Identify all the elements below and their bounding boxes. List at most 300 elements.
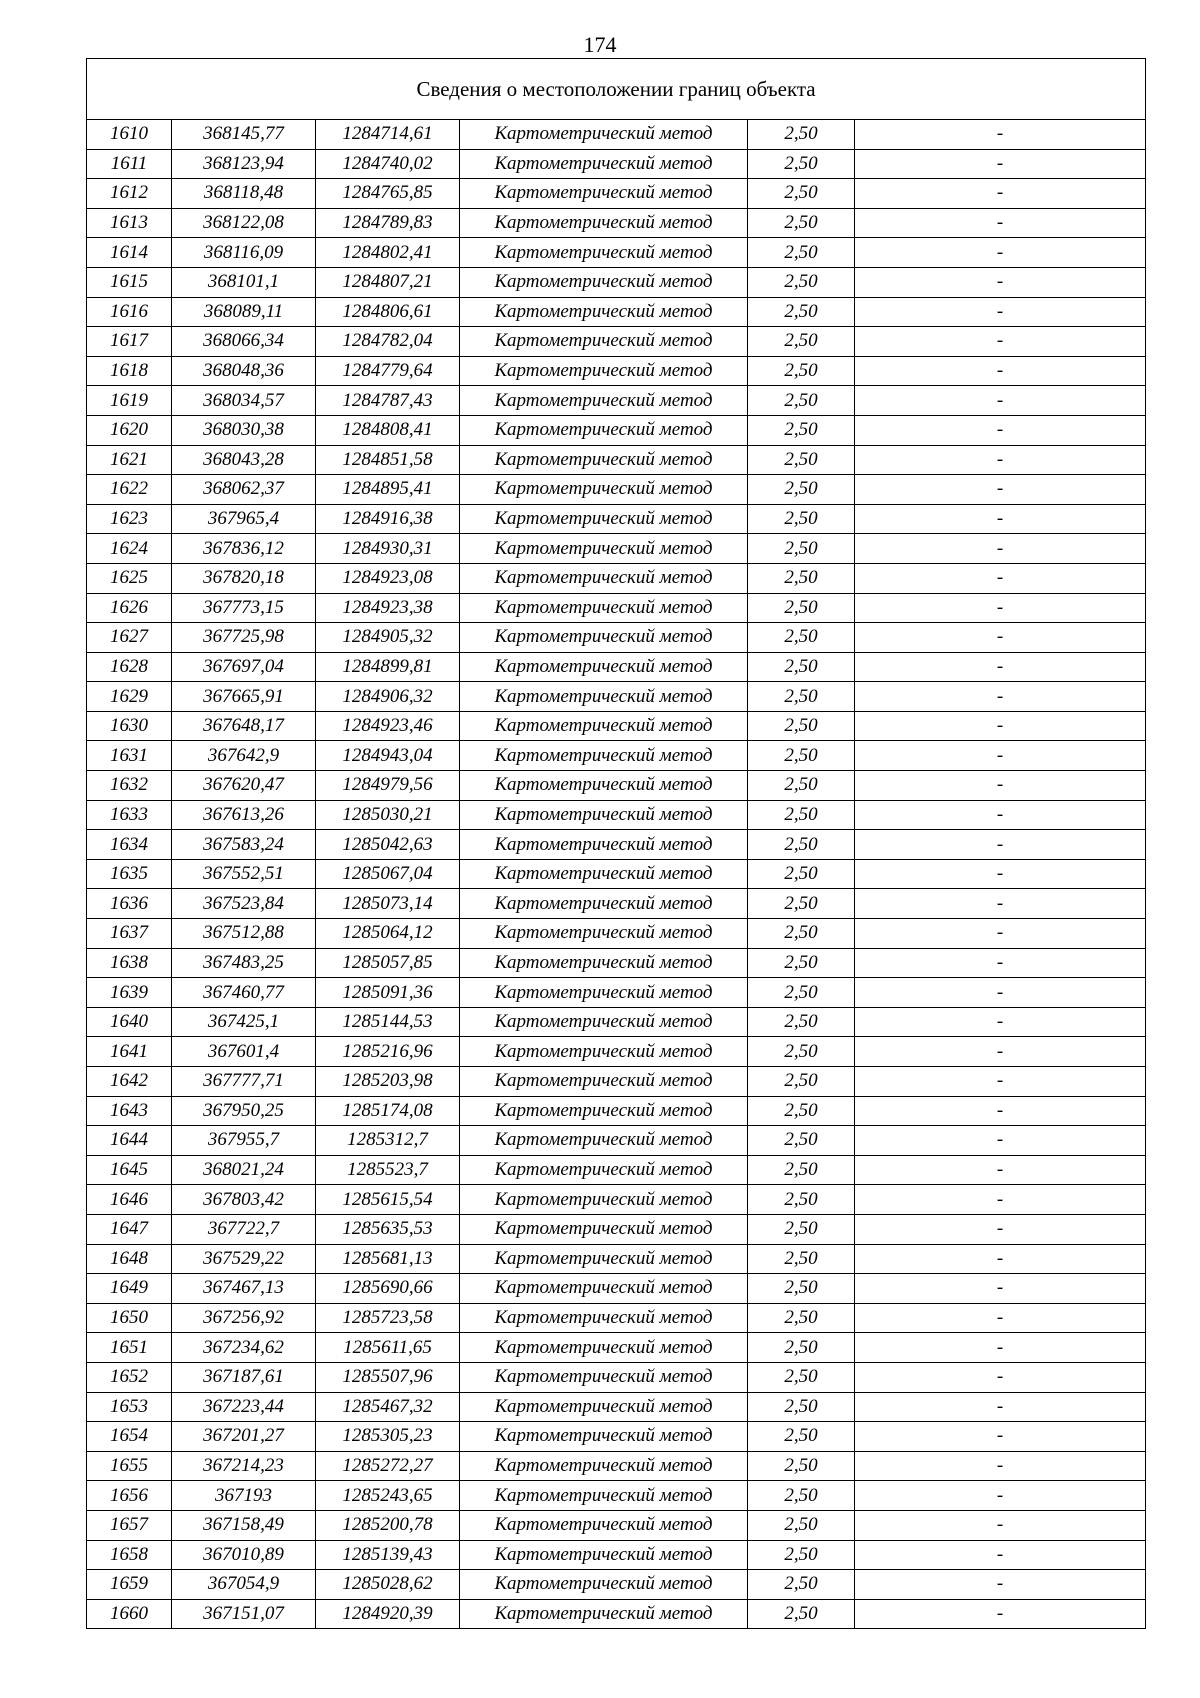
method-cell: Картометрический метод [460,356,748,386]
y-coordinate-cell: 1284802,41 [316,238,460,268]
accuracy-cell: 2,50 [748,356,855,386]
accuracy-cell: 2,50 [748,1185,855,1215]
accuracy-cell: 2,50 [748,238,855,268]
method-cell: Картометрический метод [460,1155,748,1185]
method-cell: Картометрический метод [460,120,748,150]
point-number-cell: 1622 [87,475,172,505]
point-number-cell: 1615 [87,267,172,297]
description-cell: - [855,1422,1146,1452]
x-coordinate-cell: 368048,36 [172,356,316,386]
x-coordinate-cell: 368062,37 [172,475,316,505]
description-cell: - [855,1155,1146,1185]
table-row [87,1333,1146,1363]
point-number-cell: 1659 [87,1570,172,1600]
accuracy-cell: 2,50 [748,1540,855,1570]
description-cell: - [855,297,1146,327]
method-cell: Картометрический метод [460,652,748,682]
point-number-cell: 1620 [87,415,172,445]
y-coordinate-cell: 1284740,02 [316,149,460,179]
y-coordinate-cell: 1285635,53 [316,1214,460,1244]
point-number-cell: 1628 [87,652,172,682]
accuracy-cell: 2,50 [748,1510,855,1540]
point-number-cell: 1613 [87,208,172,238]
table-row [87,445,1146,475]
x-coordinate-cell: 368034,57 [172,386,316,416]
x-coordinate-cell: 367187,61 [172,1362,316,1392]
point-number-cell: 1625 [87,563,172,593]
x-coordinate-cell: 367955,7 [172,1126,316,1156]
y-coordinate-cell: 1284895,41 [316,475,460,505]
table-row [87,623,1146,653]
method-cell: Картометрический метод [460,238,748,268]
method-cell: Картометрический метод [460,1037,748,1067]
x-coordinate-cell: 367010,89 [172,1540,316,1570]
x-coordinate-cell: 367583,24 [172,830,316,860]
y-coordinate-cell: 1284923,46 [316,711,460,741]
point-number-cell: 1638 [87,948,172,978]
x-coordinate-cell: 367483,25 [172,948,316,978]
method-cell: Картометрический метод [460,1510,748,1540]
accuracy-cell: 2,50 [748,563,855,593]
method-cell: Картометрический метод [460,1570,748,1600]
point-number-cell: 1645 [87,1155,172,1185]
point-number-cell: 1630 [87,711,172,741]
method-cell: Картометрический метод [460,149,748,179]
point-number-cell: 1641 [87,1037,172,1067]
x-coordinate-cell: 367697,04 [172,652,316,682]
point-number-cell: 1653 [87,1392,172,1422]
description-cell: - [855,563,1146,593]
y-coordinate-cell: 1285091,36 [316,978,460,1008]
method-cell: Картометрический метод [460,682,748,712]
table-row [87,830,1146,860]
table-row [87,1422,1146,1452]
y-coordinate-cell: 1284923,08 [316,563,460,593]
x-coordinate-cell: 367256,92 [172,1303,316,1333]
table-row [87,593,1146,623]
table-body [87,120,1146,1629]
table-row [87,179,1146,209]
method-cell: Картометрический метод [460,948,748,978]
table-row [87,741,1146,771]
table-row [87,1481,1146,1511]
x-coordinate-cell: 367467,13 [172,1274,316,1304]
description-cell: - [855,741,1146,771]
table-row [87,800,1146,830]
table-row [87,208,1146,238]
method-cell: Картометрический метод [460,1392,748,1422]
y-coordinate-cell: 1285067,04 [316,859,460,889]
accuracy-cell: 2,50 [748,1274,855,1304]
y-coordinate-cell: 1285507,96 [316,1362,460,1392]
method-cell: Картометрический метод [460,415,748,445]
table-row [87,327,1146,357]
point-number-cell: 1658 [87,1540,172,1570]
description-cell: - [855,711,1146,741]
table-row [87,1155,1146,1185]
point-number-cell: 1617 [87,327,172,357]
table-row [87,919,1146,949]
page-number: 174 [583,32,617,57]
description-cell: - [855,1244,1146,1274]
y-coordinate-cell: 1285144,53 [316,1007,460,1037]
description-cell: - [855,830,1146,860]
point-number-cell: 1650 [87,1303,172,1333]
accuracy-cell: 2,50 [748,978,855,1008]
y-coordinate-cell: 1285203,98 [316,1067,460,1097]
x-coordinate-cell: 367201,27 [172,1422,316,1452]
accuracy-cell: 2,50 [748,1155,855,1185]
table-row [87,297,1146,327]
method-cell: Картометрический метод [460,978,748,1008]
table-row [87,948,1146,978]
point-number-cell: 1639 [87,978,172,1008]
x-coordinate-cell: 367151,07 [172,1599,316,1629]
method-cell: Картометрический метод [460,889,748,919]
y-coordinate-cell: 1285139,43 [316,1540,460,1570]
description-cell: - [855,1540,1146,1570]
point-number-cell: 1632 [87,771,172,801]
y-coordinate-cell: 1284905,32 [316,623,460,653]
table-row [87,1362,1146,1392]
accuracy-cell: 2,50 [748,623,855,653]
method-cell: Картометрический метод [460,1007,748,1037]
x-coordinate-cell: 367803,42 [172,1185,316,1215]
table-row [87,475,1146,505]
y-coordinate-cell: 1284807,21 [316,267,460,297]
boundary-coordinates-table [86,58,1146,1629]
accuracy-cell: 2,50 [748,445,855,475]
y-coordinate-cell: 1284979,56 [316,771,460,801]
table-row [87,504,1146,534]
description-cell: - [855,623,1146,653]
description-cell: - [855,889,1146,919]
method-cell: Картометрический метод [460,919,748,949]
point-number-cell: 1640 [87,1007,172,1037]
accuracy-cell: 2,50 [748,800,855,830]
point-number-cell: 1611 [87,149,172,179]
accuracy-cell: 2,50 [748,327,855,357]
table-row [87,859,1146,889]
y-coordinate-cell: 1285467,32 [316,1392,460,1422]
accuracy-cell: 2,50 [748,741,855,771]
y-coordinate-cell: 1284808,41 [316,415,460,445]
description-cell: - [855,1096,1146,1126]
y-coordinate-cell: 1284765,85 [316,179,460,209]
accuracy-cell: 2,50 [748,504,855,534]
accuracy-cell: 2,50 [748,1599,855,1629]
table-row [87,238,1146,268]
method-cell: Картометрический метод [460,1303,748,1333]
description-cell: - [855,415,1146,445]
point-number-cell: 1660 [87,1599,172,1629]
method-cell: Картометрический метод [460,1185,748,1215]
x-coordinate-cell: 368116,09 [172,238,316,268]
x-coordinate-cell: 367460,77 [172,978,316,1008]
x-coordinate-cell: 368066,34 [172,327,316,357]
method-cell: Картометрический метод [460,830,748,860]
description-cell: - [855,1451,1146,1481]
table-row [87,1126,1146,1156]
point-number-cell: 1654 [87,1422,172,1452]
table-row [87,149,1146,179]
description-cell: - [855,356,1146,386]
point-number-cell: 1610 [87,120,172,150]
description-cell: - [855,771,1146,801]
y-coordinate-cell: 1284787,43 [316,386,460,416]
x-coordinate-cell: 367601,4 [172,1037,316,1067]
x-coordinate-cell: 368122,08 [172,208,316,238]
accuracy-cell: 2,50 [748,889,855,919]
y-coordinate-cell: 1285028,62 [316,1570,460,1600]
accuracy-cell: 2,50 [748,1481,855,1511]
x-coordinate-cell: 367820,18 [172,563,316,593]
table-row [87,563,1146,593]
y-coordinate-cell: 1285611,65 [316,1333,460,1363]
x-coordinate-cell: 368123,94 [172,149,316,179]
x-coordinate-cell: 367725,98 [172,623,316,653]
x-coordinate-cell: 367950,25 [172,1096,316,1126]
method-cell: Картометрический метод [460,445,748,475]
y-coordinate-cell: 1285174,08 [316,1096,460,1126]
y-coordinate-cell: 1284714,61 [316,120,460,150]
method-cell: Картометрический метод [460,563,748,593]
description-cell: - [855,652,1146,682]
y-coordinate-cell: 1284930,31 [316,534,460,564]
accuracy-cell: 2,50 [748,948,855,978]
method-cell: Картометрический метод [460,1214,748,1244]
accuracy-cell: 2,50 [748,652,855,682]
method-cell: Картометрический метод [460,800,748,830]
point-number-cell: 1614 [87,238,172,268]
table-row [87,267,1146,297]
accuracy-cell: 2,50 [748,179,855,209]
accuracy-cell: 2,50 [748,1067,855,1097]
description-cell: - [855,1362,1146,1392]
point-number-cell: 1633 [87,800,172,830]
method-cell: Картометрический метод [460,1540,748,1570]
y-coordinate-cell: 1284789,83 [316,208,460,238]
accuracy-cell: 2,50 [748,859,855,889]
description-cell: - [855,179,1146,209]
point-number-cell: 1646 [87,1185,172,1215]
table-row [87,120,1146,150]
table-row [87,1570,1146,1600]
description-cell: - [855,1126,1146,1156]
method-cell: Картометрический метод [460,327,748,357]
table-row [87,534,1146,564]
description-cell: - [855,1510,1146,1540]
accuracy-cell: 2,50 [748,149,855,179]
y-coordinate-cell: 1285030,21 [316,800,460,830]
accuracy-cell: 2,50 [748,534,855,564]
y-coordinate-cell: 1284899,81 [316,652,460,682]
method-cell: Картометрический метод [460,267,748,297]
description-cell: - [855,1037,1146,1067]
table-row [87,1037,1146,1067]
y-coordinate-cell: 1285272,27 [316,1451,460,1481]
y-coordinate-cell: 1284906,32 [316,682,460,712]
x-coordinate-cell: 367773,15 [172,593,316,623]
x-coordinate-cell: 367648,17 [172,711,316,741]
x-coordinate-cell: 368101,1 [172,267,316,297]
point-number-cell: 1644 [87,1126,172,1156]
table-row [87,771,1146,801]
accuracy-cell: 2,50 [748,267,855,297]
x-coordinate-cell: 368145,77 [172,120,316,150]
point-number-cell: 1636 [87,889,172,919]
x-coordinate-cell: 367223,44 [172,1392,316,1422]
table-row [87,356,1146,386]
point-number-cell: 1648 [87,1244,172,1274]
table-row [87,978,1146,1008]
description-cell: - [855,682,1146,712]
method-cell: Картометрический метод [460,741,748,771]
y-coordinate-cell: 1285615,54 [316,1185,460,1215]
description-cell: - [855,120,1146,150]
y-coordinate-cell: 1285523,7 [316,1155,460,1185]
accuracy-cell: 2,50 [748,1037,855,1067]
y-coordinate-cell: 1284920,39 [316,1599,460,1629]
point-number-cell: 1623 [87,504,172,534]
description-cell: - [855,1599,1146,1629]
table-row [87,1007,1146,1037]
method-cell: Картометрический метод [460,475,748,505]
accuracy-cell: 2,50 [748,475,855,505]
point-number-cell: 1637 [87,919,172,949]
table-row [87,1451,1146,1481]
method-cell: Картометрический метод [460,297,748,327]
description-cell: - [855,1392,1146,1422]
description-cell: - [855,534,1146,564]
point-number-cell: 1629 [87,682,172,712]
method-cell: Картометрический метод [460,1126,748,1156]
accuracy-cell: 2,50 [748,208,855,238]
x-coordinate-cell: 368021,24 [172,1155,316,1185]
x-coordinate-cell: 368043,28 [172,445,316,475]
point-number-cell: 1655 [87,1451,172,1481]
y-coordinate-cell: 1285064,12 [316,919,460,949]
point-number-cell: 1631 [87,741,172,771]
y-coordinate-cell: 1285057,85 [316,948,460,978]
y-coordinate-cell: 1285723,58 [316,1303,460,1333]
method-cell: Картометрический метод [460,1333,748,1363]
x-coordinate-cell: 367214,23 [172,1451,316,1481]
description-cell: - [855,445,1146,475]
accuracy-cell: 2,50 [748,1007,855,1037]
table-row [87,1185,1146,1215]
table-row [87,889,1146,919]
description-cell: - [855,1481,1146,1511]
accuracy-cell: 2,50 [748,1244,855,1274]
point-number-cell: 1651 [87,1333,172,1363]
y-coordinate-cell: 1284943,04 [316,741,460,771]
x-coordinate-cell: 367965,4 [172,504,316,534]
description-cell: - [855,504,1146,534]
method-cell: Картометрический метод [460,504,748,534]
x-coordinate-cell: 367234,62 [172,1333,316,1363]
description-cell: - [855,800,1146,830]
y-coordinate-cell: 1284779,64 [316,356,460,386]
method-cell: Картометрический метод [460,1362,748,1392]
accuracy-cell: 2,50 [748,771,855,801]
y-coordinate-cell: 1285042,63 [316,830,460,860]
description-cell: - [855,948,1146,978]
method-cell: Картометрический метод [460,593,748,623]
x-coordinate-cell: 367642,9 [172,741,316,771]
x-coordinate-cell: 367620,47 [172,771,316,801]
y-coordinate-cell: 1284851,58 [316,445,460,475]
x-coordinate-cell: 368089,11 [172,297,316,327]
x-coordinate-cell: 367158,49 [172,1510,316,1540]
accuracy-cell: 2,50 [748,1570,855,1600]
y-coordinate-cell: 1285200,78 [316,1510,460,1540]
accuracy-cell: 2,50 [748,1303,855,1333]
point-number-cell: 1619 [87,386,172,416]
method-cell: Картометрический метод [460,711,748,741]
x-coordinate-cell: 367425,1 [172,1007,316,1037]
accuracy-cell: 2,50 [748,711,855,741]
y-coordinate-cell: 1285312,7 [316,1126,460,1156]
description-cell: - [855,1303,1146,1333]
accuracy-cell: 2,50 [748,1333,855,1363]
description-cell: - [855,978,1146,1008]
x-coordinate-cell: 368118,48 [172,179,316,209]
method-cell: Картометрический метод [460,1274,748,1304]
y-coordinate-cell: 1285216,96 [316,1037,460,1067]
table-row [87,1244,1146,1274]
point-number-cell: 1612 [87,179,172,209]
x-coordinate-cell: 367193 [172,1481,316,1511]
accuracy-cell: 2,50 [748,830,855,860]
description-cell: - [855,1274,1146,1304]
x-coordinate-cell: 367613,26 [172,800,316,830]
table-row [87,1303,1146,1333]
y-coordinate-cell: 1285305,23 [316,1422,460,1452]
point-number-cell: 1635 [87,859,172,889]
accuracy-cell: 2,50 [748,1362,855,1392]
description-cell: - [855,149,1146,179]
description-cell: - [855,1214,1146,1244]
table-row [87,1096,1146,1126]
method-cell: Картометрический метод [460,534,748,564]
description-cell: - [855,1185,1146,1215]
accuracy-cell: 2,50 [748,297,855,327]
accuracy-cell: 2,50 [748,120,855,150]
table-row [87,1599,1146,1629]
accuracy-cell: 2,50 [748,1126,855,1156]
x-coordinate-cell: 368030,38 [172,415,316,445]
point-number-cell: 1624 [87,534,172,564]
table-row [87,386,1146,416]
accuracy-cell: 2,50 [748,386,855,416]
accuracy-cell: 2,50 [748,919,855,949]
description-cell: - [855,327,1146,357]
method-cell: Картометрический метод [460,859,748,889]
point-number-cell: 1634 [87,830,172,860]
description-cell: - [855,386,1146,416]
method-cell: Картометрический метод [460,771,748,801]
accuracy-cell: 2,50 [748,1422,855,1452]
y-coordinate-cell: 1285073,14 [316,889,460,919]
description-cell: - [855,208,1146,238]
point-number-cell: 1627 [87,623,172,653]
y-coordinate-cell: 1284782,04 [316,327,460,357]
point-number-cell: 1642 [87,1067,172,1097]
point-number-cell: 1621 [87,445,172,475]
description-cell: - [855,593,1146,623]
method-cell: Картометрический метод [460,1451,748,1481]
